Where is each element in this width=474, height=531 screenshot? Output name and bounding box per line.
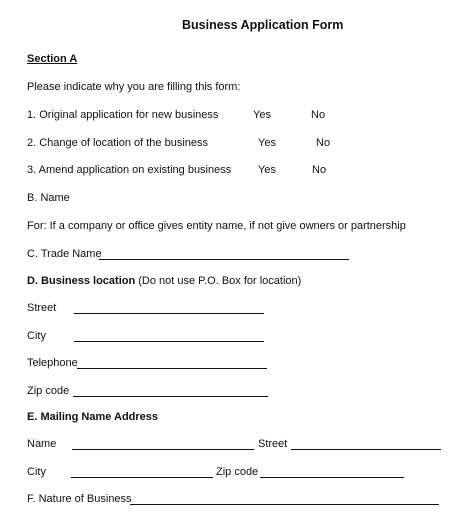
for-note: For: If a company or office gives entity name, if not give owners or partnership xyxy=(27,220,406,232)
reason-1-no[interactable]: No xyxy=(311,109,326,121)
e-city-label: City xyxy=(27,466,46,478)
reason-2-yes[interactable]: Yes xyxy=(258,137,276,149)
telephone-label: Telephone xyxy=(27,357,78,369)
e-zip-label: Zip code xyxy=(216,466,259,478)
telephone-line[interactable] xyxy=(77,368,267,369)
trade-name-line[interactable] xyxy=(99,259,349,260)
e-zip-line[interactable] xyxy=(260,477,404,478)
e-street-line[interactable] xyxy=(291,449,441,450)
f-nature-label: F. Nature of Business xyxy=(27,493,132,505)
reason-2-label: 2. Change of location of the business xyxy=(27,137,209,149)
street-line[interactable] xyxy=(74,313,264,314)
city-label: City xyxy=(27,330,46,342)
zip-code-line[interactable] xyxy=(73,396,268,397)
c-trade-name-label: C. Trade Name xyxy=(27,248,102,260)
city-line[interactable] xyxy=(74,341,264,342)
e-name-label: Name xyxy=(27,438,57,450)
e-city-line[interactable] xyxy=(71,477,213,478)
reason-1-yes[interactable]: Yes xyxy=(253,109,271,121)
form-title: Business Application Form xyxy=(182,18,344,32)
d-business-location-heading xyxy=(27,275,301,288)
e-name-line[interactable] xyxy=(72,449,254,450)
reason-3-no[interactable]: No xyxy=(312,164,327,176)
zip-code-label: Zip code xyxy=(27,385,70,397)
indicate-prompt: Please indicate why you are filling this form: xyxy=(27,81,241,93)
e-street-label: Street xyxy=(258,438,288,450)
f-nature-line[interactable] xyxy=(130,504,439,505)
b-name-label: B. Name xyxy=(27,192,70,204)
section-a-heading: Section A xyxy=(27,53,78,65)
e-mailing-heading: E. Mailing Name Address xyxy=(27,411,159,423)
reason-3-label: 3. Amend application on existing business xyxy=(27,164,232,176)
d-heading-text: D. Business location xyxy=(27,275,136,287)
reason-2-no[interactable]: No xyxy=(316,137,331,149)
reason-1-label: 1. Original application for new business xyxy=(27,109,219,121)
reason-3-yes[interactable]: Yes xyxy=(258,164,276,176)
street-label: Street xyxy=(27,302,57,314)
d-heading-note: (Do not use P.O. Box for location) xyxy=(135,275,302,287)
